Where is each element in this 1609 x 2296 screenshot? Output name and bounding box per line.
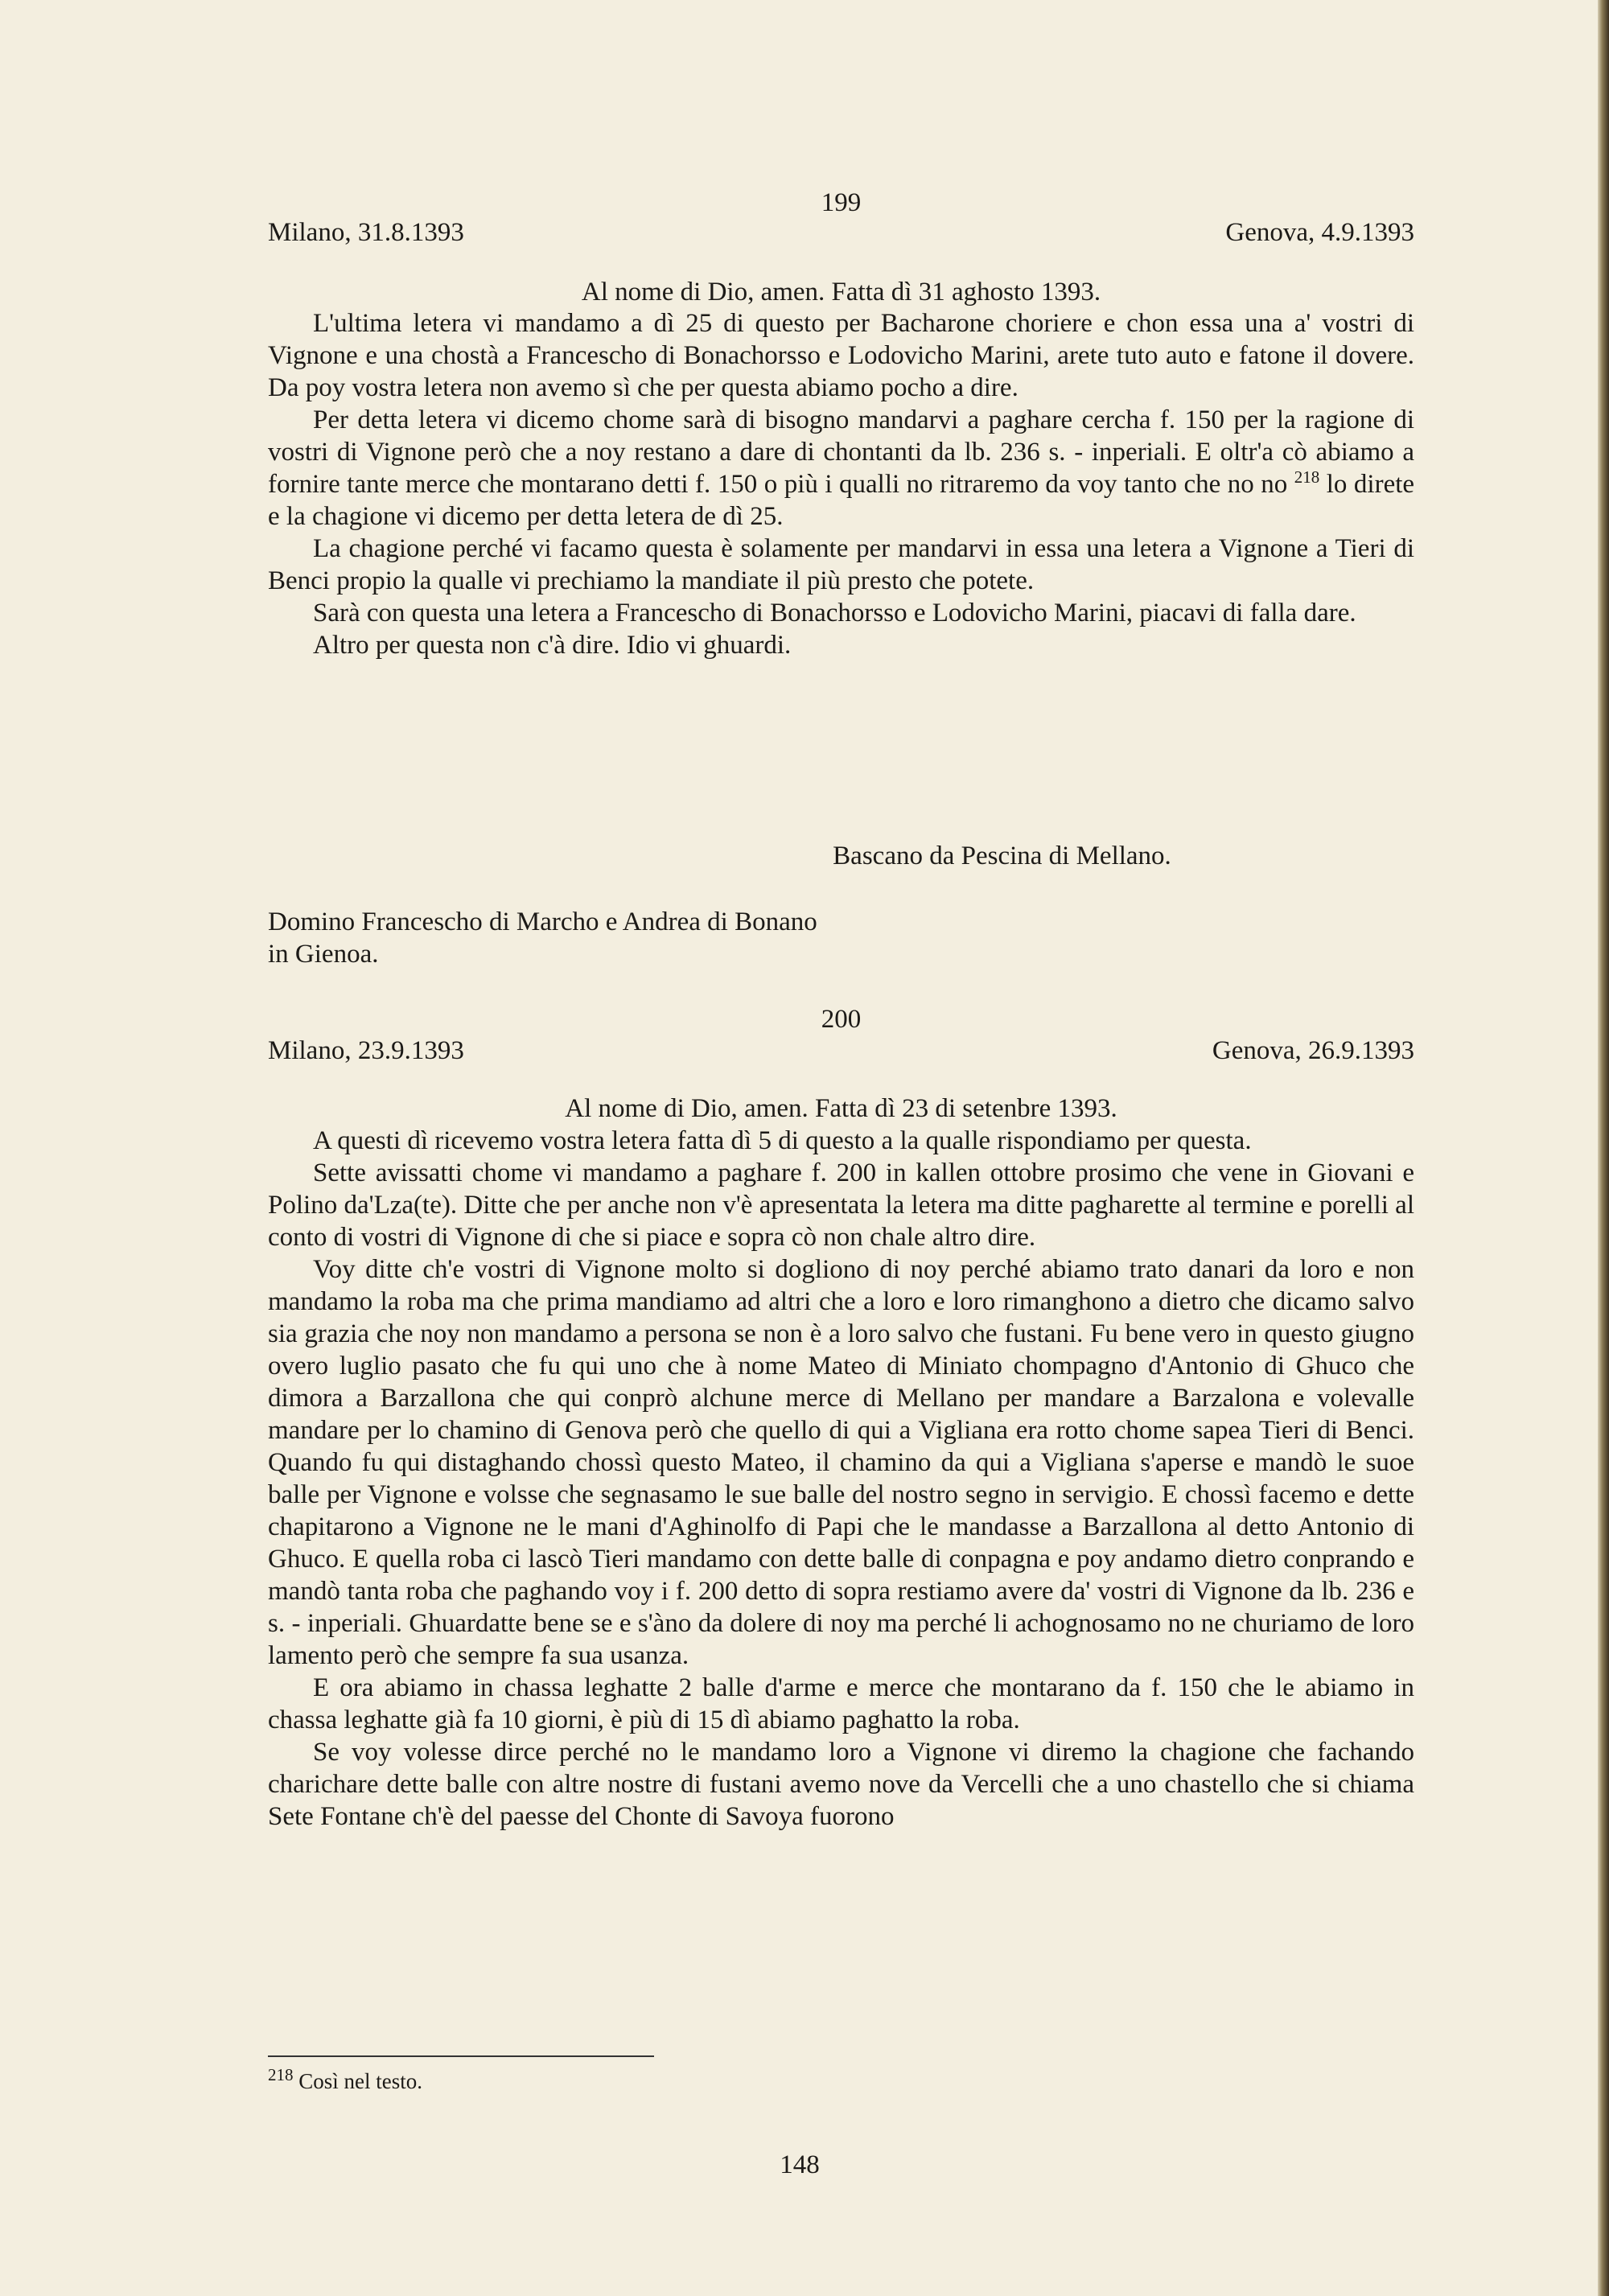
letter-199-body — [268, 307, 1414, 661]
letter-199-paragraph-5: Altro per questa non c'à dire. Idio vi ghuardi. — [313, 631, 792, 660]
letter-200-from: Milano, 23.9.1393 — [268, 1036, 464, 1065]
letter-199-paragraph-1: L'ultima letera vi mandamo a dì 25 di questo per Bacharone choriere e chon essa una a' vostri di Vignone e una chostà a Francescho di Bonachorsso e Lodovicho Marini, arete tuto auto e fatone il dovere. Da poy vostra letera non avemo sì che per questa abiamo pocho a dire. — [268, 309, 1414, 402]
footnote-divider — [268, 2055, 654, 2057]
book-spine-edge — [1598, 0, 1609, 2296]
letter-199-paragraph-2-text-b: lo direte e la chagione vi dicemo per detta letera de dì 25. — [268, 470, 1415, 531]
letter-200-paragraph-4: E ora abiamo in chassa leghatte 2 balle d'arme e merce che montarano da f. 150 che le abiamo in chassa leghatte già fa 10 giorni, è più di 15 dì abiamo paghatto la roba. — [268, 1673, 1414, 1734]
letter-199-paragraph-3: La chagione perché vi facamo questa è solamente per mandarvi in essa una letera a Vignone a Tieri di Benci propio la qualle vi prechiamo la mandiate il più presto che potete. — [268, 534, 1414, 595]
letter-200-opening: Al nome di Dio, amen. Fatta dì 23 di setenbre 1393. — [565, 1094, 1117, 1123]
letter-199-header — [268, 215, 1414, 250]
footnote-reference: 218 — [1294, 467, 1320, 487]
letter-200-paragraph-3: Voy ditte ch'e vostri di Vignone molto si dogliono di noy perché abiamo trato danari da loro e non mandamo la roba ma che prima mandiamo ad altri che a loro e loro rimanghono a dietro che dicamo salvo sia grazia che noy non mandamo a persona se non è a loro salvo che fustani. Fu bene vero in questo giugno overo luglio pasato che fu qui uno che à nome Mateo di Miniato chompagno d'Antonio di Ghuco che dimora a Barzallona che qui conprò alchune merce di Mellano per mandare a Barzalona e volevalle mandare per lo chamino di Genova però che quello di qui a Vigliana era rotto chome sapea Tieri di Benci. Quando fu qui distaghando chossì questo Mateo, il chamino da qui a Vigliana s'aperse e mandò le suoe balle per Vignone e volsse che segnasamo le sue balle del nostro segno in servigio. E chossì facemo e dette chapitarono a Vignone ne le mani d'Aghinolfo di Papi che le mandasse a Barzallona al detto Antonio di Ghuco. E quella roba ci lascò Tieri mandamo con dette balle di conpagna e poy andamo dietro conprando e mandò tanta roba che paghando voy i f. 200 detto di sopra restiamo avere da' vostri di Vignone da lb. 236 e s. - inperiali. Ghuardatte bene se e s'àno da dolere di noy ma perché li achognosamo no ne churiamo de loro lamento però che sempre fa sua usanza. — [268, 1255, 1414, 1670]
letter-199-paragraph-2-text-a: Per detta letera vi dicemo chome sarà di bisogno mandarvi a paghare cercha f. 150 per la ragione di vostri di Vignone però che a noy restano a dare di chontanti da lb. 236 s. - inperiali. E oltr'a cò abiamo a fornire tante merce che montarano detti f. 150 o più i qualli no ritraremo da voy tanto che no no — [268, 405, 1414, 499]
letter-199-addressee: Domino Francescho di Marcho e Andrea di Bonano — [268, 907, 817, 936]
footnote-text: Così nel testo. — [298, 2069, 422, 2093]
letter-200-number: 200 — [821, 1005, 862, 1034]
letter-199-opening: Al nome di Dio, amen. Fatta dì 31 aghosto 1393. — [581, 278, 1101, 307]
letter-199-destination: in Gienoa. — [268, 940, 379, 969]
letter-199-paragraph-4: Sarà con questa una letera a Francescho di Bonachorsso e Lodovicho Marini, piacavi di falla dare. — [313, 599, 1356, 627]
footnote — [268, 2065, 422, 2095]
letter-200-to: Genova, 26.9.1393 — [1212, 1036, 1414, 1065]
letter-200-paragraph-2: Sette avissatti chome vi mandamo a paghare f. 200 in kallen ottobre prosimo che vene in Giovani e Polino da'Lza(te). Ditte che per anche non v'è apresentata la letera ma ditte pagharette al termine e porelli al conto di vostri di Vignone di che si piace e sopra cò non chale altro dire. — [268, 1158, 1414, 1252]
letter-200-body — [268, 1125, 1414, 1833]
letter-199-paragraph-2 — [268, 404, 1414, 533]
letter-199-to: Genova, 4.9.1393 — [1225, 218, 1414, 247]
letter-199-address — [268, 906, 1414, 970]
letter-200-paragraph-5: Se voy volesse dirce perché no le mandamo loro a Vignone vi diremo la chagione che fachando charichare dette balle con altre nostre di fustani avemo nove da Vercelli che a uno chastello che si chiama Sete Fontane ch'è del paesse del Chonte di Savoya fuorono — [268, 1738, 1414, 1831]
letter-199-from: Milano, 31.8.1393 — [268, 218, 464, 247]
letter-200-header — [268, 1033, 1414, 1068]
page-number: 148 — [780, 2150, 820, 2179]
letter-200-paragraph-1: A questi dì ricevemo vostra letera fatta dì 5 di questo a la qualle rispondiamo per questa. — [313, 1126, 1252, 1155]
letter-199-number: 199 — [821, 188, 862, 217]
letter-199-signature: Bascano da Pescina di Mellano. — [833, 841, 1171, 870]
footnote-mark: 218 — [268, 2065, 294, 2084]
